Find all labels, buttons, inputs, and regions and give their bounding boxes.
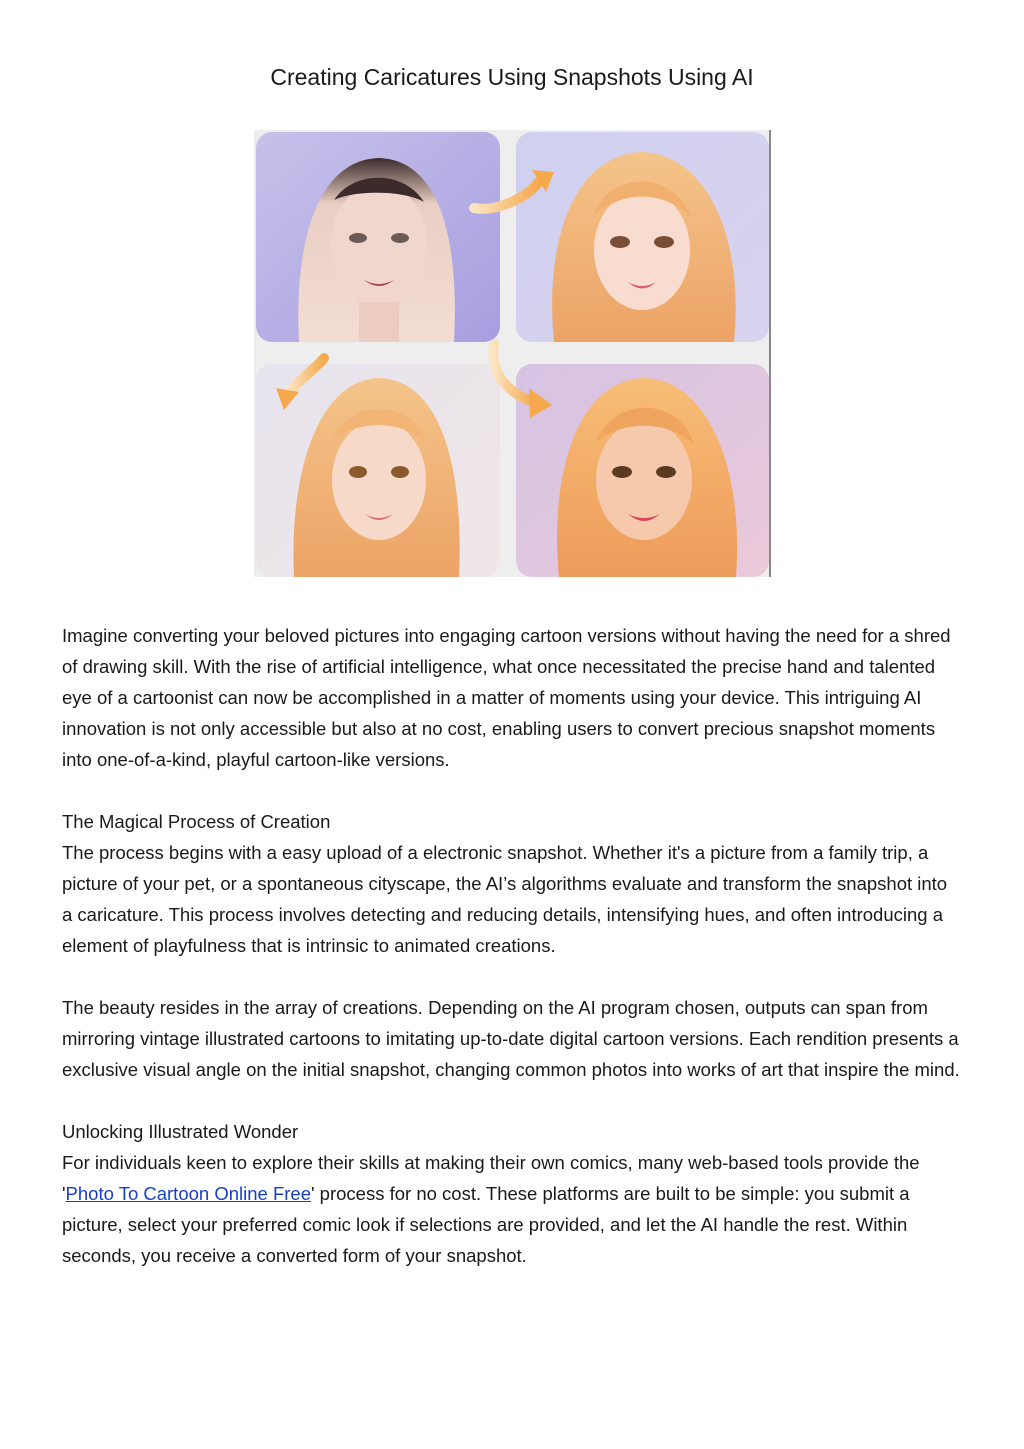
section-heading: Unlocking Illustrated Wonder xyxy=(62,1121,299,1142)
original-photo-panel xyxy=(256,132,500,342)
photo-to-cartoon-link[interactable]: Photo To Cartoon Online Free xyxy=(65,1183,311,1204)
page-title: Creating Caricatures Using Snapshots Using AI xyxy=(270,64,754,90)
cartoon-transformation-illustration xyxy=(254,130,771,577)
paragraph-text: The process begins with a easy upload of a electronic snapshot. Whether it's a picture from a family trip, a picture of your pet, or a spontaneous cityscape, the AI’s algorithms evaluate and transform the snapshot into a caricature. This process involves detecting and reducing details, intensifying hues, and often introducing a element of playfulness that is intrinsic to animated creations. xyxy=(62,842,948,956)
section-magical-process xyxy=(62,806,962,961)
paragraph-text: ' process for no cost. These platforms are built to be simple: you submit a picture, select your preferred comic look if selections are provided, and let the AI handle the rest. Within seconds, you receive a converted form of your snapshot. xyxy=(62,1183,910,1266)
section-heading: The Magical Process of Creation xyxy=(62,811,331,832)
cartoon-panel-bottom-right xyxy=(516,364,769,577)
article-body xyxy=(62,620,962,1302)
paragraph-text: For individuals keen to explore their skills at making their own comics, many web-based tools provide the ' xyxy=(62,1152,920,1204)
hero-collage-image xyxy=(254,130,771,577)
paragraph-text: The beauty resides in the array of creations. Depending on the AI program chosen, outputs can span from mirroring vintage illustrated cartoons to imitating up-to-date digital cartoon versions. Each rendition presents a exclusive visual angle on the initial snapshot, changing common photos into works of art that inspire the mind. xyxy=(62,997,960,1080)
section-unlocking-wonder xyxy=(62,1116,962,1271)
cartoon-panel-top-right xyxy=(516,132,769,342)
intro-paragraph: Imagine converting your beloved pictures into engaging cartoon versions without having the need for a shred of drawing skill. With the rise of artificial intelligence, what once necessitated the precise hand and talented eye of a cartoonist can now be accomplished in a matter of moments using your device. This intriguing AI innovation is not only accessible but also at no cost, enabling users to convert precious snapshot moments into one-of-a-kind, playful cartoon-like versions. xyxy=(62,625,951,770)
